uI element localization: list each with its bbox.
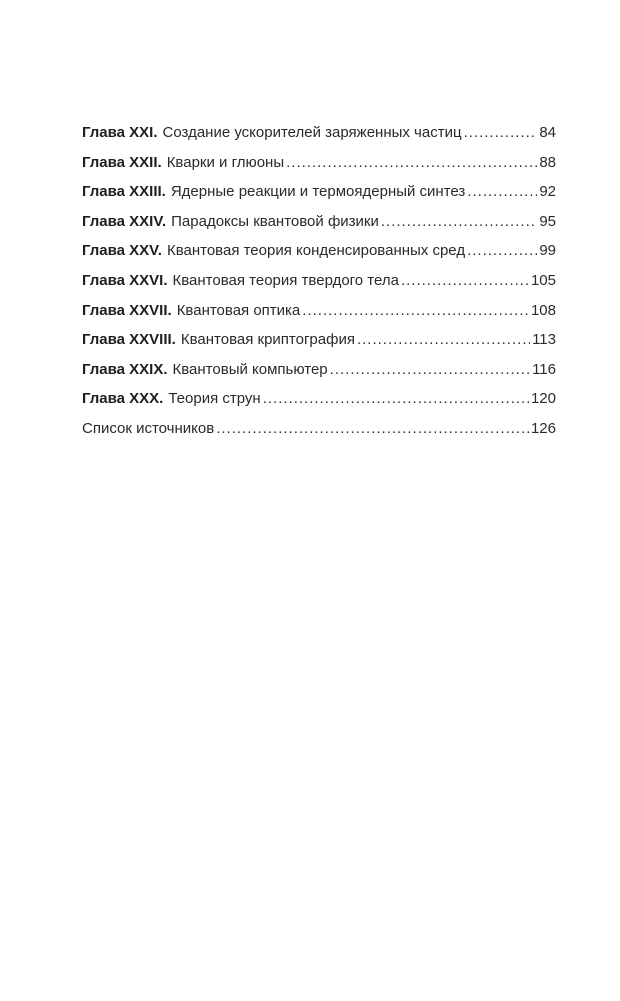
- chapter-title: Квантовая криптография: [180, 331, 355, 349]
- chapter-title: Парадоксы квантовой физики: [171, 212, 379, 230]
- chapter-number: Глава XXVI.: [82, 271, 168, 289]
- page-number: 105: [530, 271, 556, 289]
- dot-leader: [357, 331, 530, 348]
- chapter-title: Список источников: [82, 419, 215, 437]
- page-number: 113: [532, 331, 556, 349]
- toc-entry: [82, 242, 556, 272]
- chapter-number: Глава XXII.: [82, 153, 162, 171]
- chapter-title: Квантовая теория твердого тела: [172, 271, 399, 289]
- page-number: 95: [539, 212, 556, 230]
- toc-entry: [82, 183, 556, 213]
- toc-entry: [82, 124, 556, 154]
- dot-leader: [464, 124, 538, 141]
- chapter-number: Глава XXIV.: [82, 212, 167, 230]
- toc-entry: [82, 390, 556, 420]
- dot-leader: [330, 361, 530, 378]
- table-of-contents: [82, 124, 556, 450]
- toc-entry: [82, 213, 556, 243]
- chapter-number: Глава XXVII.: [82, 301, 172, 319]
- chapter-title: Квантовая оптика: [176, 301, 301, 319]
- toc-entry: [82, 154, 556, 184]
- chapter-title: Ядерные реакции и термоядерный синтез: [170, 183, 466, 201]
- chapter-number: Глава XXV.: [82, 242, 162, 260]
- chapter-title: Кварки и глюоны: [166, 153, 285, 171]
- dot-leader: [286, 154, 537, 171]
- toc-entry: [82, 302, 556, 332]
- page-number: 84: [539, 124, 556, 141]
- page-number: 92: [539, 183, 556, 201]
- dot-leader: [263, 390, 529, 407]
- chapter-number: Глава XXX.: [82, 390, 164, 408]
- page-number: 126: [530, 419, 556, 437]
- chapter-number: Глава XXVIII.: [82, 331, 176, 349]
- chapter-title: Квантовая теория конденсированных сред: [166, 242, 466, 260]
- page-number: 99: [539, 242, 556, 260]
- toc-entry: [82, 361, 556, 391]
- page-number: 116: [532, 360, 556, 378]
- chapter-number: Глава XXIX.: [82, 360, 168, 378]
- chapter-number: Глава XXI.: [82, 124, 158, 141]
- toc-entry: [82, 331, 556, 361]
- page-number: 108: [530, 301, 556, 319]
- toc-entry: [82, 420, 556, 450]
- dot-leader: [467, 183, 537, 200]
- toc-entry: [82, 272, 556, 302]
- chapter-title: Квантовый компьютер: [172, 360, 328, 378]
- page-number: 120: [530, 390, 556, 408]
- dot-leader: [401, 272, 529, 289]
- page-number: 88: [539, 153, 556, 171]
- chapter-title: Теория струн: [168, 390, 261, 408]
- chapter-title: Создание ускорителей заряженных частиц: [162, 124, 462, 141]
- dot-leader: [381, 213, 537, 230]
- dot-leader: [216, 420, 529, 437]
- dot-leader: [302, 302, 529, 319]
- chapter-number: Глава XXIII.: [82, 183, 166, 201]
- dot-leader: [467, 242, 537, 259]
